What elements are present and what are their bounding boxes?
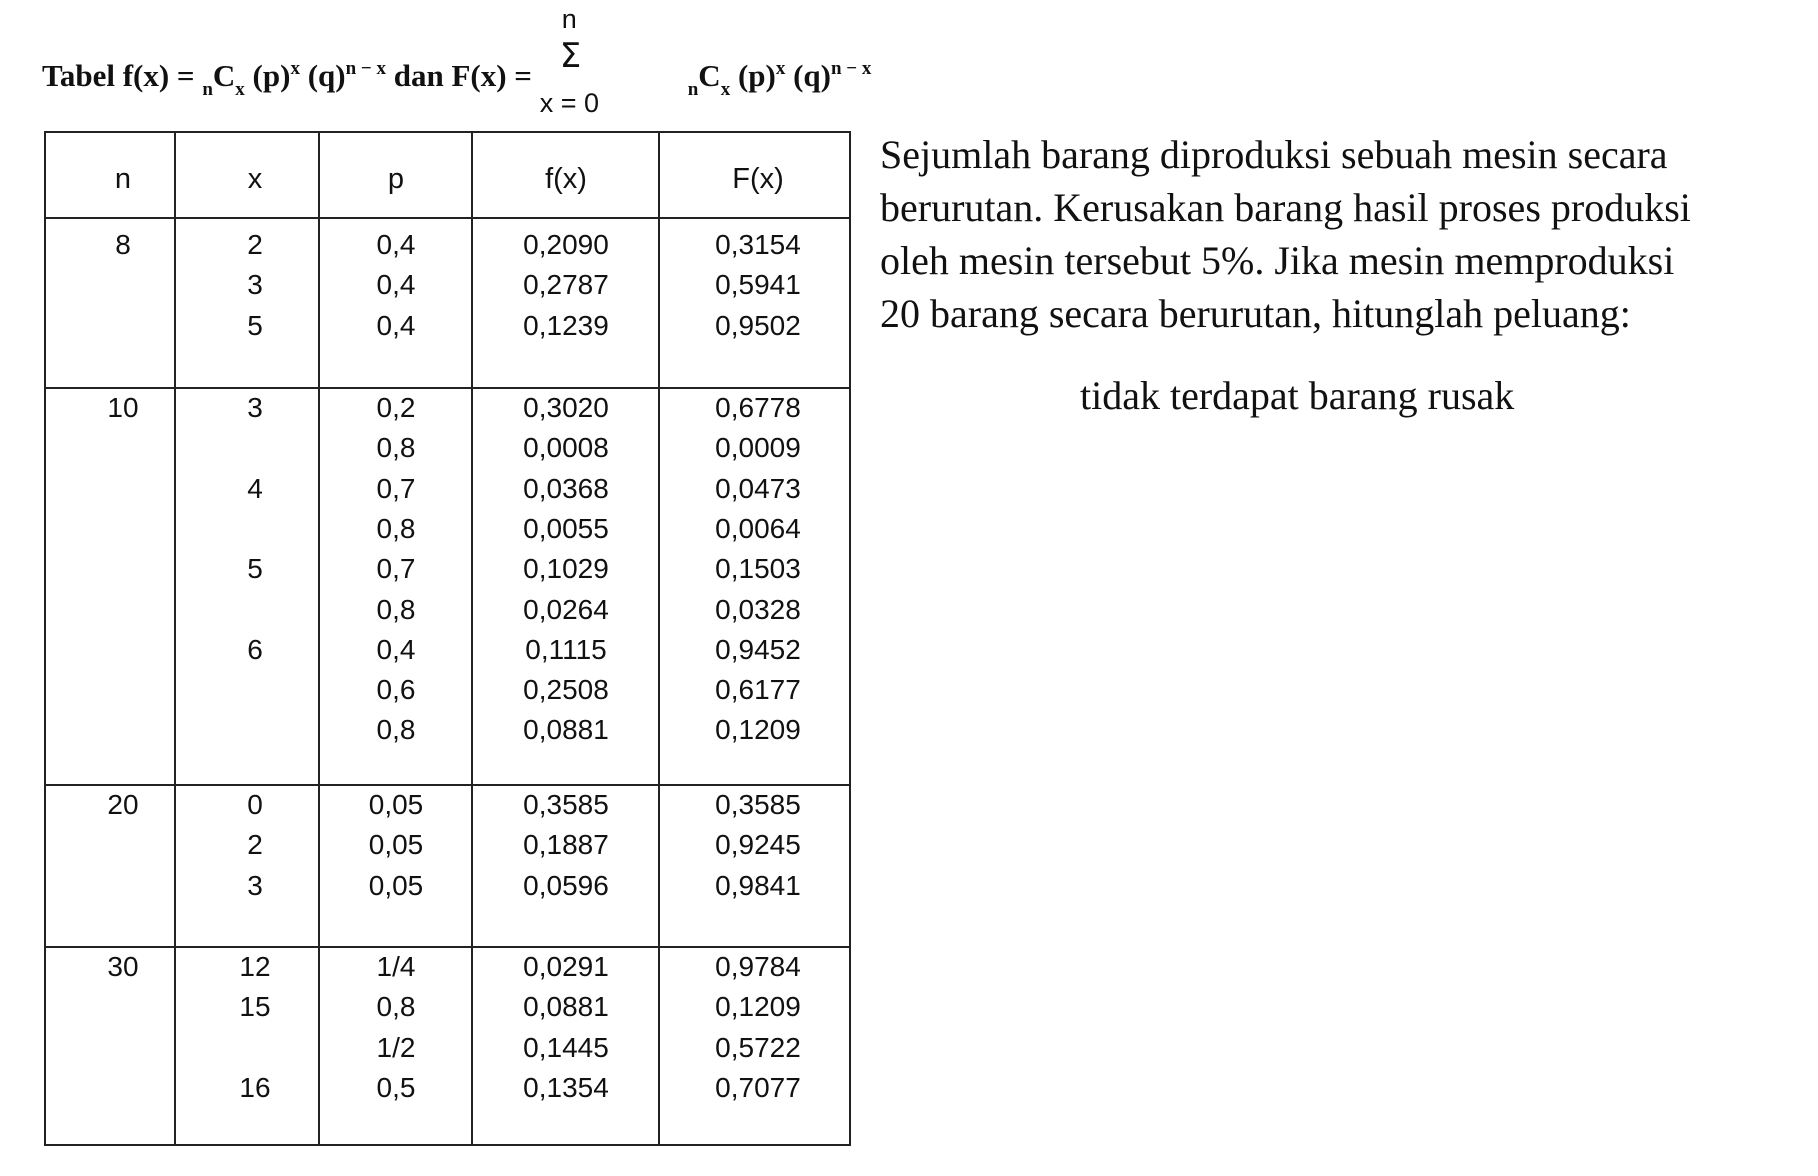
problem-line: 20 barang secara berurutan, hitunglah peluang: — [880, 291, 1631, 336]
header-p: p — [387, 163, 405, 195]
cell-fx: 0,0055 — [523, 512, 609, 544]
cell-Fx: 0,1503 — [715, 553, 801, 585]
cell-fx: 0,2787 — [523, 269, 609, 301]
cell-p: 0,4 — [376, 309, 416, 341]
formula-x-sup-2: x — [775, 58, 786, 79]
cell-fx: 0,0596 — [523, 869, 609, 901]
cell-x: 6 — [247, 633, 263, 665]
cell-fx: 0,1239 — [523, 309, 609, 341]
cell-Fx: 0,9841 — [715, 869, 801, 901]
group-divider — [46, 387, 849, 389]
cell-x: 0 — [247, 789, 263, 820]
formula-x-sup: x — [290, 58, 300, 79]
cell-Fx: 0,5722 — [715, 1031, 801, 1063]
formula-c-2: C — [698, 58, 721, 93]
cell-x: 3 — [247, 392, 263, 423]
cell-p: 0,7 — [376, 553, 416, 585]
cell-fx: 0,0008 — [523, 432, 609, 464]
cell-fx: 0,1115 — [525, 633, 607, 665]
cell-fx: 0,2090 — [523, 229, 609, 260]
formula-n-sub-2: n — [687, 79, 699, 100]
cell-p: 0,05 — [368, 789, 424, 820]
cell-fx: 0,2508 — [523, 674, 609, 706]
cell-Fx: 0,1209 — [715, 991, 801, 1023]
formula-x-sub-2: x — [720, 79, 731, 100]
cell-Fx: 0,7077 — [715, 1071, 801, 1103]
cell-p: 0,8 — [376, 714, 416, 746]
cell-Fx: 0,0473 — [715, 472, 801, 504]
cell-p: 0,4 — [376, 633, 416, 665]
formula-n-sub: n — [202, 79, 213, 100]
cell-p: 1/2 — [376, 1031, 416, 1063]
cell-Fx: 0,0009 — [715, 432, 801, 464]
summation — [539, 4, 604, 118]
cell-x: 3 — [247, 869, 263, 901]
cell-Fx: 0,9784 — [715, 951, 801, 982]
formula-nx-sup-2: n − x — [830, 58, 872, 79]
question-text: tidak terdapat barang rusak — [1080, 373, 1515, 418]
cell-Fx: 0,6177 — [715, 674, 801, 706]
cell-fx: 0,0291 — [523, 951, 609, 982]
header-x: x — [247, 163, 263, 195]
formula-p: (p) — [244, 58, 291, 93]
formula-q: (q) — [299, 58, 346, 93]
sum-upper: n — [561, 4, 577, 34]
formula-q-2: (q) — [785, 58, 831, 93]
cell-p: 0,2 — [376, 392, 416, 423]
cell-fx: 0,3585 — [523, 789, 609, 820]
formula-dan: dan F(x) = — [385, 58, 540, 93]
cell-p: 0,8 — [376, 991, 416, 1023]
cell-Fx: 0,9245 — [715, 829, 801, 861]
formula-nx-sup: n − x — [345, 58, 386, 79]
cell-n: 20 — [107, 789, 139, 820]
cell-p: 0,05 — [368, 829, 424, 861]
col-divider — [318, 133, 320, 1144]
group-divider — [46, 946, 849, 948]
cell-fx: 0,0368 — [523, 472, 609, 504]
cell-p: 0,4 — [376, 229, 416, 260]
cell-Fx: 0,9452 — [715, 633, 801, 665]
cell-Fx: 0,1209 — [715, 714, 801, 746]
cell-fx: 0,1354 — [523, 1071, 609, 1103]
formula-f-lhs: Tabel f(x) = — [42, 58, 203, 93]
cell-Fx: 0,6778 — [715, 392, 801, 423]
cell-x: 5 — [247, 553, 263, 585]
binomial-table — [44, 131, 851, 1146]
header-n: n — [114, 163, 132, 195]
cell-p: 0,5 — [376, 1071, 416, 1103]
cell-p: 0,6 — [376, 674, 416, 706]
cell-Fx: 0,3585 — [715, 789, 801, 820]
header-divider — [46, 217, 849, 219]
cell-p: 0,7 — [376, 472, 416, 504]
col-divider — [174, 133, 176, 1144]
sigma-icon: Σ — [559, 36, 582, 76]
problem-line: Sejumlah barang diproduksi sebuah mesin secara — [880, 132, 1668, 177]
cell-x: 12 — [239, 951, 271, 982]
header-fx: f(x) — [545, 163, 587, 195]
group-divider — [46, 784, 849, 786]
cell-p: 1/4 — [376, 951, 416, 982]
cell-x: 2 — [247, 229, 263, 260]
cell-x: 2 — [247, 829, 263, 861]
cell-Fx: 0,9502 — [715, 309, 801, 341]
cell-fx: 0,1887 — [523, 829, 609, 861]
cell-fx: 0,0881 — [523, 714, 609, 746]
header-Fx: F(x) — [732, 163, 784, 195]
cell-Fx: 0,3154 — [715, 229, 801, 260]
cell-p: 0,05 — [368, 869, 424, 901]
cell-p: 0,8 — [376, 593, 416, 625]
cell-x: 5 — [247, 309, 263, 341]
cell-Fx: 0,0328 — [715, 593, 801, 625]
cell-fx: 0,0264 — [523, 593, 609, 625]
cell-p: 0,8 — [376, 432, 416, 464]
cell-fx: 0,0881 — [523, 991, 609, 1023]
formula-p-2: (p) — [730, 58, 776, 93]
cell-x: 16 — [239, 1071, 271, 1103]
cell-x: 4 — [247, 472, 263, 504]
formula-line — [42, 4, 872, 118]
cell-Fx: 0,5941 — [715, 269, 801, 301]
cell-Fx: 0,0064 — [715, 512, 801, 544]
sum-lower: x = 0 — [539, 88, 600, 118]
formula-x-sub: x — [235, 79, 245, 100]
cell-n: 30 — [107, 951, 139, 982]
formula-header — [42, 6, 942, 116]
col-divider — [471, 133, 473, 1144]
cell-fx: 0,1445 — [523, 1031, 609, 1063]
col-divider — [658, 133, 660, 1144]
cell-n: 10 — [107, 392, 139, 423]
cell-fx: 0,3020 — [523, 392, 609, 423]
cell-p: 0,4 — [376, 269, 416, 301]
formula-c: C — [212, 58, 236, 93]
problem-line: berurutan. Kerusakan barang hasil proses produksi — [880, 185, 1691, 230]
problem-line: oleh mesin tersebut 5%. Jika mesin memproduksi — [880, 238, 1675, 283]
cell-fx: 0,1029 — [523, 553, 609, 585]
cell-x: 15 — [239, 991, 271, 1023]
cell-n: 8 — [115, 229, 131, 260]
cell-p: 0,8 — [376, 512, 416, 544]
cell-x: 3 — [247, 269, 263, 301]
problem-statement — [880, 128, 1800, 340]
